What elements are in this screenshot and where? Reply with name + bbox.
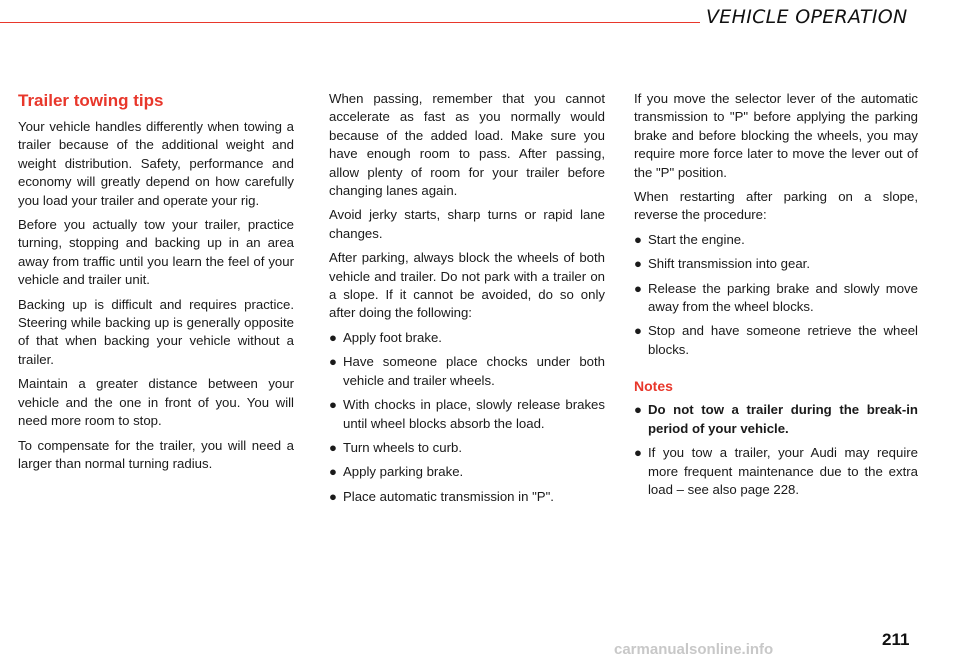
bullet-icon: ● [634,231,642,247]
note-item [634,401,918,438]
list-item [329,488,605,506]
paragraph: Your vehicle handles differently when towing a trailer because of the additional weight and weight distribution. Safety, performance and economy will greatly depend on how carefully you load your trailer and operate your rig. [18,119,294,208]
bullet-icon: ● [329,439,337,455]
paragraph: When restarting after parking on a slope, reverse the procedure: [634,189,918,223]
bullet-icon: ● [634,445,642,461]
list-item [329,463,605,481]
note-item [634,444,918,499]
list-item [634,322,918,359]
list-item-text: Apply foot brake. [343,329,442,345]
list-item-text: With chocks in place, slowly release brakes until wheel blocks absorb the load. [343,397,605,431]
bullet-icon: ● [329,488,337,504]
list-item [329,396,605,433]
list-item [329,439,605,457]
list-item-text: Apply parking brake. [343,464,464,480]
bullet-icon: ● [329,329,337,345]
list-item-text: Turn wheels to curb. [343,439,462,455]
restart-steps-list [634,231,918,359]
paragraph: Maintain a greater distance between your vehicle and the one in front of you. You will need more room to stop. [18,376,294,429]
paragraph: Before you actually tow your trailer, practice turning, stopping and backing up in an area away from traffic until you learn the feel of your vehicle and trailer unit. [18,217,294,288]
bullet-icon: ● [329,464,337,480]
notes-title: Notes [634,378,673,395]
list-item [634,255,918,273]
bullet-icon: ● [329,354,337,370]
list-item-text: Shift transmission into gear. [648,256,810,272]
list-item-text: Have someone place chocks under both vehicle and trailer wheels. [343,354,605,388]
paragraph: If you move the selector lever of the automatic transmission to "P" before applying the parking brake and before blocking the wheels, you may require more force later to move the lever out of the "P" position. [634,91,918,180]
column-1 [18,90,294,479]
paragraph: Avoid jerky starts, sharp turns or rapid lane changes. [329,207,605,241]
list-item [329,353,605,390]
note-text: Do not tow a trailer during the break-in period of your vehicle. [648,402,918,436]
bullet-icon: ● [634,402,642,418]
header-rule [0,22,700,23]
bullet-icon: ● [329,397,337,413]
paragraph: After parking, always block the wheels of both vehicle and trailer. Do not park with a trailer on a slope. If it cannot be avoided, do so only after doing the following: [329,250,605,321]
paragraph: Backing up is difficult and requires practice. Steering while backing up is generally opposite of that when backing your vehicle without a trailer. [18,296,294,367]
bullet-icon: ● [634,323,642,339]
section-title: Trailer towing tips [18,91,164,110]
bullet-icon: ● [634,280,642,296]
list-item [634,280,918,317]
page-number: 211 [882,630,910,649]
column-3 [634,90,918,505]
list-item-text: Stop and have someone retrieve the wheel blocks. [648,323,918,357]
paragraph: When passing, remember that you cannot accelerate as fast as you normally would because of the added load. Make sure you have enough room to pass. After passing, allow plenty of room for your trailer before changing lanes again. [329,91,605,199]
note-text: If you tow a trailer, your Audi may require more frequent maintenance due to the extra load – see also page 228. [648,445,918,497]
list-item-text: Release the parking brake and slowly move away from the wheel blocks. [648,280,918,315]
bullet-icon: ● [634,256,642,272]
list-item [634,231,918,249]
watermark: carmanualsonline.info [614,641,774,658]
section-header: VEHICLE OPERATION [706,6,908,28]
list-item-text: Place automatic transmission in "P". [343,488,554,504]
paragraph: To compensate for the trailer, you will need a larger than normal turning radius. [18,437,294,471]
list-item-text: Start the engine. [648,231,745,247]
column-2 [329,90,605,512]
list-item [329,329,605,347]
parking-steps-list [329,329,605,506]
notes-list [634,401,918,499]
